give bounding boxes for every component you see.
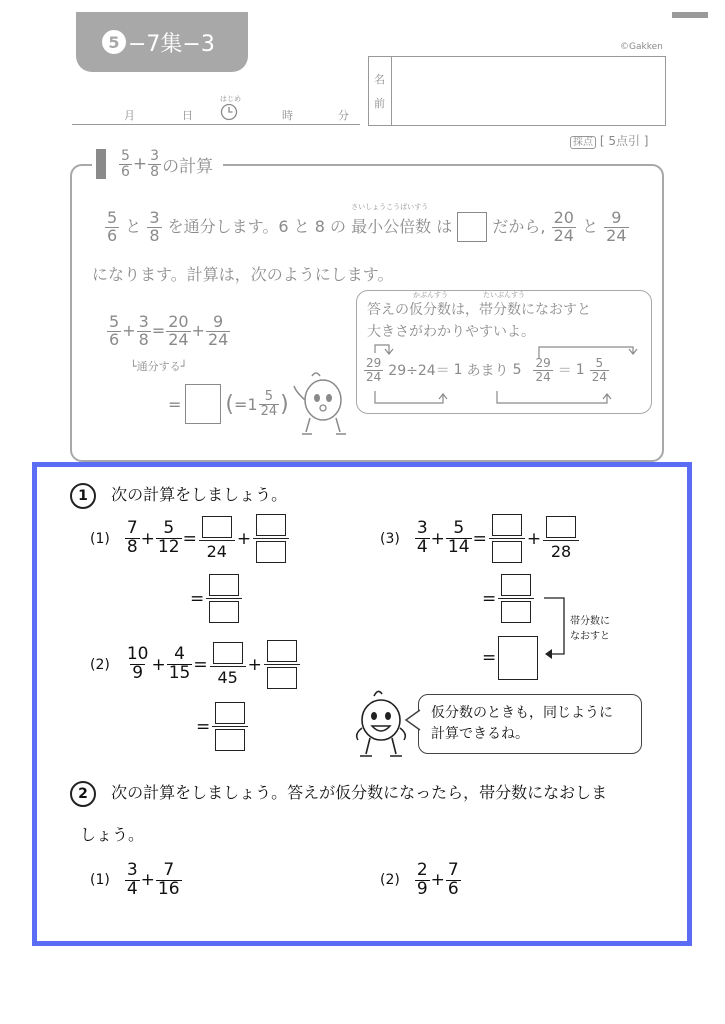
score-info (570, 132, 648, 149)
side-note: 帯分数に なおすと (570, 616, 610, 642)
lcm-ruby: さいしょうこうばいすう (351, 202, 429, 211)
q2p2-frac-1: $\frac{2}{9}$ (416, 860, 428, 899)
q1p1-answer-frac-2 (253, 514, 289, 563)
lcm-answer-box[interactable] (457, 212, 487, 242)
q1p1-den-box-2[interactable] (256, 541, 286, 563)
q1-problem-2-result: = (196, 702, 250, 751)
q1p3-num-box-2[interactable] (546, 516, 576, 538)
q1-problem-1: (1) $\frac{7}{8}$ + $\frac{5}{12}$ = 24 + (90, 514, 291, 563)
clock-icon (220, 103, 238, 124)
mascot-character (290, 370, 356, 444)
frac-9-24: $\frac{9}{24}$ (606, 208, 627, 245)
q1p2-result-den-box[interactable] (215, 729, 245, 751)
date-line (72, 95, 360, 125)
explanation-title: $\frac{5}{6}$ + $\frac{3}{8}$ の計算 (92, 146, 223, 182)
q1p1-answer-frac-1: 24 (199, 516, 235, 561)
q1p1-frac-1: $\frac{7}{8}$ (126, 518, 138, 557)
q1p3-answer-frac-1 (489, 514, 525, 563)
month-label: 月 (124, 109, 135, 122)
hour-label: 時 (282, 109, 293, 122)
q1p2-answer-frac-2 (264, 640, 300, 689)
q1p2-den-box-2[interactable] (267, 667, 297, 689)
b-frac-1: $\frac{29}{24}$ (366, 356, 382, 384)
corner-bar (672, 12, 708, 18)
q1p3-result-den-box[interactable] (501, 601, 531, 623)
minute-label: 分 (338, 109, 349, 122)
frac-20-24: $\frac{20}{24}$ (553, 208, 574, 245)
q1p1-result-den-box[interactable] (209, 601, 239, 623)
q1p2-frac-1: $\frac{10}{9}$ (126, 644, 149, 683)
hajime-label: はじめ (220, 95, 241, 103)
q1p1-frac-2: $\frac{5}{12}$ (157, 518, 180, 557)
example-answer-box[interactable] (185, 384, 221, 424)
q1p2-frac-2: $\frac{4}{15}$ (168, 644, 191, 683)
tsuubun-label: └通分する┘ (130, 360, 188, 373)
q1p1-num-box-1[interactable] (202, 516, 232, 538)
q2-problem-1: (1) $\frac{3}{4}$ + $\frac{7}{16}$ (90, 860, 180, 899)
title-fraction-1: $\frac{5}{6}$ (121, 147, 130, 180)
bubble-arrows (357, 291, 653, 415)
mixed-whole: 1 (247, 394, 258, 414)
b-frac-2: $\frac{29}{24}$ (535, 356, 551, 384)
q1p2-answer-frac-1: 45 (210, 642, 246, 687)
name-box[interactable] (368, 56, 666, 126)
q2-instruction-2: しょう。 (80, 825, 145, 844)
eq-frac-1: $\frac{5}{6}$ (109, 312, 120, 349)
example-answer: = ( = 1 $\frac{5}{24}$ ) (168, 384, 289, 424)
q2p2-frac-2: $\frac{7}{6}$ (447, 860, 459, 899)
q2-instruction-1: 次の計算をしましょう。答えが仮分数になったら，帯分数になおしま (111, 783, 608, 802)
q1-problem-2: (2) $\frac{10}{9}$ + $\frac{4}{15}$ = 45 + (90, 640, 302, 689)
title-bar (96, 149, 106, 179)
score-text: [ 5点引 ] (599, 134, 649, 148)
example-equation: $\frac{5}{6}$ + $\frac{3}{8}$ = $\frac{20}{24}$ + $\frac{9}{24}$ (109, 312, 229, 349)
q1p1-num-box-2[interactable] (256, 514, 286, 536)
hint-bubble-2: 仮分数のときも，同じように 計算できるね。 (418, 694, 642, 754)
copyright: ©Gakken (620, 42, 663, 52)
day-label: 日 (182, 109, 193, 122)
unit-label: −7集−3 (128, 31, 215, 57)
q2-problem-2: (2) $\frac{2}{9}$ + $\frac{7}{6}$ (380, 860, 459, 899)
q1p2-num-box-2[interactable] (267, 640, 297, 662)
q1p3-frac-1: $\frac{3}{4}$ (416, 518, 428, 557)
unit-tab (76, 12, 248, 72)
q1p3-result-num-box[interactable] (501, 574, 531, 596)
q1p3-mixed-box[interactable] (498, 636, 538, 680)
frac-5-6: $\frac{5}{6}$ (107, 208, 118, 245)
q1-header (70, 482, 287, 509)
q1-problem-1-result: = (190, 574, 244, 623)
q1p3-den-box-1[interactable] (492, 541, 522, 563)
q1-problem-3-result: = (482, 574, 536, 623)
q2-number: 2 (70, 781, 96, 807)
hint-bubble-1: 答えの かぶんすう 仮分数は， たいぶんすう 帯分数になおすと 大きさがわかりやすいよ。 $\frac{29}{24}$ 29÷24＝ 1 あまり 5 $\frac{29}{24}$ ＝ 1 $\frac{5}{24}$ (356, 290, 652, 414)
q1-problem-3: (3) $\frac{3}{4}$ + $\frac{5}{14}$ = + 28 (380, 514, 581, 563)
name-label: 名 前 (369, 57, 392, 125)
q1p3-num-box-1[interactable] (492, 514, 522, 536)
q1p1-result-num-box[interactable] (209, 574, 239, 596)
bubble-conversion: $\frac{29}{24}$ 29÷24＝ 1 あまり 5 $\frac{29}{24}$ ＝ 1 $\frac{5}{24}$ (366, 356, 607, 384)
q1p2-num-box-1[interactable] (213, 642, 243, 664)
explanation-line-1: $\frac{5}{6}$ と $\frac{3}{8}$ を通分します。6 と 8 の さいしょうこうばいすう 最小公倍数 は だから, $\frac{20}{24}$ と $\frac{9}{24}$ (107, 202, 627, 245)
frac-3-8: $\frac{3}{8}$ (149, 208, 160, 245)
q2p1-frac-1: $\frac{3}{4}$ (126, 860, 138, 899)
title-suffix: の計算 (162, 156, 214, 177)
eq-frac-4: $\frac{9}{24}$ (207, 312, 229, 349)
eq-frac-3: $\frac{20}{24}$ (168, 312, 189, 349)
q1p3-frac-2: $\frac{5}{14}$ (447, 518, 470, 557)
q1p2-result-num-box[interactable] (215, 702, 245, 724)
eq-frac-2: $\frac{3}{8}$ (138, 312, 149, 349)
q1-number: 1 (70, 483, 96, 509)
q1-instruction: 次の計算をしましょう。 (111, 485, 288, 504)
title-fraction-2: $\frac{3}{8}$ (150, 147, 160, 180)
mixed-frac: $\frac{5}{24}$ (260, 388, 278, 419)
explanation-line-2: になります。計算は，次のようにします。 (92, 265, 394, 284)
b-frac-3: $\frac{5}{24}$ (591, 356, 607, 384)
q2p1-frac-2: $\frac{7}{16}$ (157, 860, 180, 899)
q1p3-answer-frac-2: 28 (543, 516, 579, 561)
score-stamp: 採点 (570, 136, 596, 149)
q2-header (70, 780, 607, 807)
q1-problem-3-mixed: = (482, 636, 538, 680)
unit-number: 5 (102, 30, 126, 54)
lcm-word: 最小公倍数 (351, 216, 432, 236)
bubble-tail (404, 708, 422, 732)
